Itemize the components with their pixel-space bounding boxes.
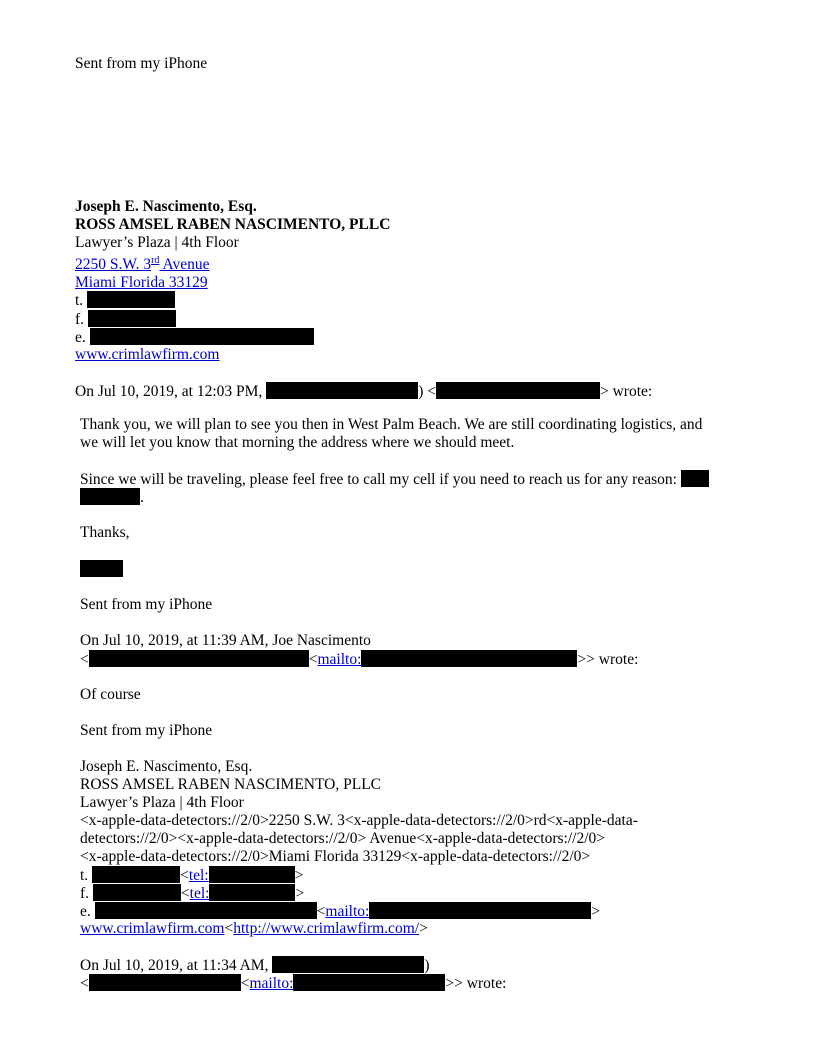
email-label: e. [80, 903, 91, 920]
paren: ) [424, 957, 430, 974]
signature-fax-row [75, 310, 176, 329]
fax-label: f. [75, 311, 85, 328]
quote2-email-row [80, 902, 600, 921]
quote2-phone-row [80, 866, 303, 885]
mailto-link[interactable]: mailto: [325, 903, 370, 920]
fax-label: f. [80, 885, 90, 902]
redaction-bar [89, 974, 241, 991]
signature-city-link[interactable] [75, 274, 208, 292]
quote2-website-row [80, 920, 428, 938]
quote2-sig-name: Joseph E. Nascimento, Esq. [80, 758, 253, 775]
street-suffix: Avenue [159, 256, 210, 273]
quote3-header-line2 [80, 974, 506, 993]
redaction-bar [436, 382, 600, 399]
redaction-bar [266, 382, 418, 399]
bracket: < [80, 651, 89, 668]
quote1-signoff [80, 560, 123, 579]
bracket: > [419, 920, 428, 937]
quote3-header-line1 [80, 956, 430, 975]
quote2-sent-from: Sent from my iPhone [80, 722, 213, 739]
quote1-paragraph2-cont [80, 488, 144, 507]
quote3-date: On Jul 10, 2019, at 11:34 AM, [80, 957, 269, 974]
signature-firm: ROSS AMSEL RABEN NASCIMENTO, PLLC [75, 216, 391, 233]
quote1-thanks: Thanks, [80, 524, 130, 541]
bracket: < [180, 867, 189, 884]
signature-phone-row [75, 291, 175, 310]
redaction-bar [369, 902, 591, 919]
quote2-address-line3: <x-apple-data-detectors://2/0>Miami Florida 33129<x-apple-data-detectors://2/0> [80, 848, 591, 865]
website-link[interactable]: www.crimlawfirm.com [80, 920, 225, 937]
redaction-bar [209, 866, 295, 883]
quote2-header-line2 [80, 650, 638, 669]
quote2-sig-firm: ROSS AMSEL RABEN NASCIMENTO, PLLC [80, 776, 382, 793]
redaction-bar [681, 470, 709, 487]
bracket: > [294, 867, 304, 884]
quote2-fax-row [80, 884, 304, 903]
redaction-bar [95, 902, 317, 919]
bracket: < [80, 975, 89, 992]
quote2-body: Of course [80, 686, 141, 703]
redaction-bar [293, 974, 445, 991]
tel-link[interactable]: tel: [188, 867, 209, 884]
quote2-address-line1: <x-apple-data-detectors://2/0>2250 S.W. 3<x-apple-data-detectors://2/0>rd<x-apple-data- [80, 812, 638, 829]
website-text: www.crimlawfirm.com [75, 346, 220, 363]
signature-street-link[interactable] [75, 256, 210, 274]
bracket: < [180, 885, 190, 902]
quote1-header [75, 382, 652, 401]
sent-from-line: Sent from my iPhone [75, 55, 208, 72]
quote1-date: On Jul 10, 2019, at 12:03 PM, [75, 383, 263, 400]
quote2-address-line2: detectors://2/0><x-apple-data-detectors://2/0> Avenue<x-apple-data-detectors://2/0> [80, 830, 606, 847]
bracket: < [240, 975, 250, 992]
redaction-bar [87, 291, 175, 308]
quote1-paragraph1-line2: we will let you know that morning the address where we should meet. [80, 434, 515, 451]
signature-location: Lawyer’s Plaza | 4th Floor [75, 234, 239, 251]
mailto-link[interactable]: mailto: [317, 651, 362, 668]
redaction-bar [80, 488, 140, 505]
redaction-bar [88, 310, 176, 327]
quote1-paragraph2 [80, 470, 709, 489]
street-part: 2250 S.W. 3 [75, 256, 152, 273]
phone-label: t. [75, 292, 84, 309]
redaction-bar [361, 650, 577, 667]
city-text: Miami Florida 33129 [75, 274, 208, 291]
redaction-bar [209, 884, 295, 901]
quote1-wrote: > wrote: [599, 383, 653, 400]
mailto-link[interactable]: mailto: [249, 975, 294, 992]
quote2-sig-location: Lawyer’s Plaza | 4th Floor [80, 794, 244, 811]
bracket: > [591, 903, 601, 920]
bracket: < [316, 903, 326, 920]
redaction-bar [89, 650, 309, 667]
email-label: e. [75, 329, 86, 346]
bracket: < [308, 651, 318, 668]
website-url-link[interactable]: http://www.crimlawfirm.com/ [233, 920, 420, 937]
redaction-bar [272, 956, 424, 973]
redaction-bar [80, 560, 123, 577]
quote1-separator: ) < [418, 383, 436, 400]
redaction-bar [93, 884, 181, 901]
signature-website-link[interactable] [75, 346, 219, 364]
bracket: < [224, 920, 234, 937]
signature-email-row [75, 328, 314, 347]
quote3-wrote: >> wrote: [445, 975, 507, 992]
redaction-bar [92, 866, 180, 883]
quote1-sent-from: Sent from my iPhone [80, 596, 213, 613]
bracket: > [295, 885, 305, 902]
quote1-paragraph2-text: Since we will be traveling, please feel free to call my cell if you need to reach us for any reason: [80, 471, 677, 488]
redaction-bar [90, 328, 314, 345]
quote1-paragraph1-line1: Thank you, we will plan to see you then in West Palm Beach. We are still coordinating logistics, and [80, 416, 703, 433]
phone-label: t. [80, 867, 89, 884]
quote2-header-line1: On Jul 10, 2019, at 11:39 AM, Joe Nascimento [80, 632, 371, 649]
street-superscript: rd [151, 254, 160, 266]
quote2-wrote: >> wrote: [577, 651, 639, 668]
tel-link[interactable]: tel: [189, 885, 210, 902]
period: . [140, 489, 144, 506]
signature-name: Joseph E. Nascimento, Esq. [75, 198, 257, 215]
